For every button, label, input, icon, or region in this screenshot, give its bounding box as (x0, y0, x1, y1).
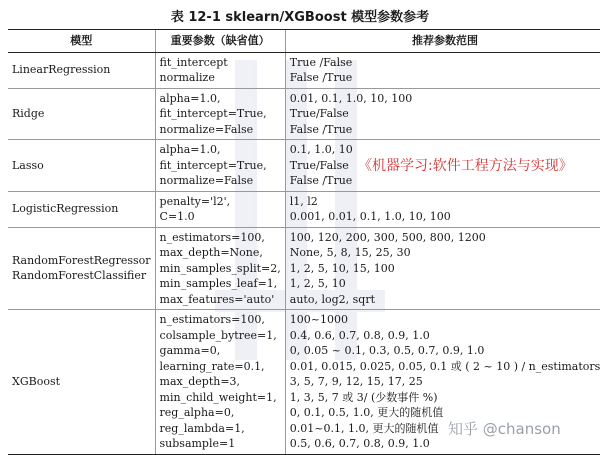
model-line: Lasso (12, 158, 44, 172)
params-line: alpha=1.0, (159, 143, 221, 156)
params-table (8, 29, 600, 455)
ranges-line: 0.01~0.1, 1.0, 更大的随机值 (289, 421, 439, 435)
ranges-line: auto, log2, sqrt (289, 292, 375, 306)
ranges-line: 0.4, 0.6, 0.7, 0.8, 0.9, 1.0 (289, 328, 430, 342)
book-title-overlay: 《机器学习:软件工程方法与实现》 (358, 158, 573, 174)
params-line: normalize=False (159, 122, 254, 136)
params-line: min_child_weight=1, (159, 390, 277, 404)
model-line: LinearRegression (12, 63, 111, 77)
model-line: Ridge (12, 107, 45, 120)
header-ranges: 推荐参数范围 (285, 30, 600, 53)
params-line: n_estimators=100, (159, 230, 265, 244)
model-line: RandomForestRegressor (12, 253, 151, 267)
params-line: n_estimators=100, (159, 313, 265, 326)
model-cell (8, 88, 155, 140)
params-line: subsample=1 (159, 437, 236, 450)
ranges-line: None, 5, 8, 15, 25, 30 (289, 246, 411, 259)
ranges-line: 0.01, 0.1, 1.0, 10, 100 (289, 91, 413, 105)
ranges-line: 1, 2, 5, 10 (289, 277, 346, 290)
params-cell (155, 52, 285, 88)
ranges-line: False /True (289, 71, 353, 84)
header-params: 重要参数（缺省值） (155, 30, 285, 53)
params-line: max_depth=None, (159, 246, 263, 259)
table-body (8, 52, 600, 454)
model-cell (8, 310, 155, 455)
ranges-line: 0.5, 0.6, 0.7, 0.8, 0.9, 1.0 (289, 437, 430, 450)
ranges-line: False /True (289, 122, 353, 136)
ranges-line: 0.01, 0.015, 0.025, 0.05, 0.1 或 ( 2 ~ 10 ) / n_estimators (289, 359, 600, 373)
ranges-line: 0.1, 1.0, 10 (289, 143, 353, 156)
params-line: reg_lambda=1, (159, 421, 245, 435)
table-caption: 表 12-1 sklearn/XGBoost 模型参数参考 (170, 10, 430, 25)
model-line: XGBoost (12, 375, 61, 388)
zhihu-watermark: 知乎 @chanson (448, 420, 561, 438)
ranges-cell (285, 52, 600, 88)
params-line: colsample_bytree=1, (159, 328, 277, 342)
params-line: fit_intercept=True, (159, 158, 267, 172)
ranges-cell (285, 88, 600, 140)
ranges-line: True/False (289, 158, 349, 172)
params-line: normalize=False (159, 174, 254, 187)
params-line: learning_rate=0.1, (159, 359, 265, 373)
params-line: min_samples_leaf=1, (159, 277, 278, 290)
table-header-row (8, 30, 600, 53)
params-cell (155, 310, 285, 455)
ranges-line: 3, 5, 7, 9, 12, 15, 17, 25 (289, 375, 423, 388)
ranges-line: 1, 2, 5, 10, 15, 100 (289, 261, 395, 275)
table-row (8, 52, 600, 88)
ranges-line: l1, l2 (289, 194, 318, 208)
ranges-line: True /False (289, 55, 353, 69)
model-cell (8, 140, 155, 192)
params-line: max_features='auto' (159, 292, 275, 306)
params-line: gamma=0, (159, 344, 221, 357)
params-line: fit_intercept=True, (159, 107, 267, 120)
model-cell (8, 52, 155, 88)
ranges-cell (285, 191, 600, 227)
params-line: C=1.0 (159, 210, 195, 223)
params-line: max_depth=3, (159, 375, 241, 388)
params-cell (155, 227, 285, 310)
params-cell (155, 88, 285, 140)
ranges-cell (285, 227, 600, 310)
ranges-line: 0.001, 0.01, 0.1, 1.0, 10, 100 (289, 210, 451, 223)
params-line: min_samples_split=2, (159, 261, 281, 275)
ranges-line: 0, 0.1, 0.5, 1.0, 更大的随机值 (289, 406, 444, 419)
ranges-line: 100~1000 (289, 313, 348, 326)
params-cell (155, 191, 285, 227)
ranges-line: 0, 0.05 ~ 0.1, 0.3, 0.5, 0.7, 0.9, 1.0 (289, 344, 485, 357)
table-row (8, 88, 600, 140)
ranges-line: 1, 3, 5, 7 或 3/ (少数事件 %) (289, 390, 438, 404)
model-cell (8, 191, 155, 227)
model-line: RandomForestClassifier (12, 269, 147, 283)
params-line: reg_alpha=0, (159, 406, 235, 419)
params-cell (155, 140, 285, 192)
table-row (8, 191, 600, 227)
header-model: 模型 (8, 30, 155, 53)
model-line: LogisticRegression (12, 202, 119, 216)
table-row (8, 227, 600, 310)
params-line: penalty='l2', (159, 194, 231, 208)
params-line: alpha=1.0, (159, 91, 221, 105)
model-cell (8, 227, 155, 310)
ranges-line: True/False (289, 107, 349, 120)
params-line: normalize (159, 71, 215, 84)
ranges-line: 100, 120, 200, 300, 500, 800, 1200 (289, 230, 486, 244)
ranges-line: False /True (289, 174, 353, 187)
params-line: fit_intercept (159, 55, 228, 69)
